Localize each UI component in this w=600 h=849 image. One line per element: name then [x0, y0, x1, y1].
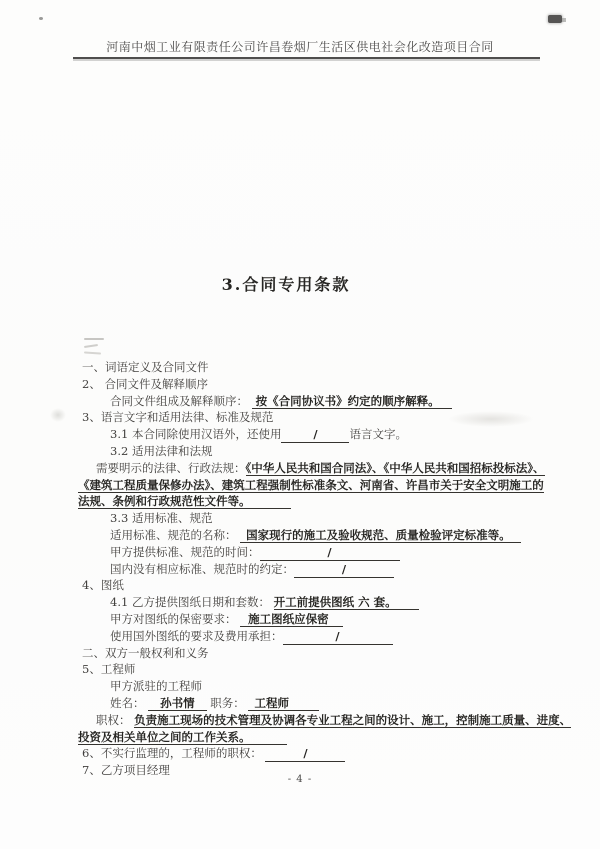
page-number: - 4 - [287, 774, 313, 785]
filled-value: 法规、条例和行政规范性文件等。 [78, 494, 291, 509]
field-label: 3、语言文字和适用法律、标准及规范 [82, 410, 274, 425]
contract-line [0, 561, 600, 578]
filled-value: 投资及相关单位之间的工作关系。 [78, 730, 287, 745]
filled-value: 国家现行的施工及验收规范、质量检验评定标准等。 [240, 528, 521, 543]
field-label: 职务： [206, 695, 249, 710]
field-label: 国内没有相应标准、规范时的约定： [110, 561, 294, 576]
filled-value: 施工图纸应保密 [240, 612, 343, 627]
scan-speck [39, 17, 43, 20]
field-label: 5、工程师 [82, 662, 136, 677]
contract-line [0, 712, 600, 729]
field-label: 姓名： [110, 695, 149, 710]
field-label: 适用标准、规范的名称： [110, 527, 241, 542]
header-divider [73, 57, 540, 59]
contract-line [0, 745, 600, 762]
contract-line [0, 359, 600, 376]
field-label: 3.1 本合同除使用汉语外，还使用 [110, 427, 282, 442]
field-label: 二、双方一般权利和义务 [82, 645, 209, 660]
contract-line [0, 409, 600, 426]
field-label: 6、不实行监理的，工程师的职权： [82, 746, 266, 761]
filled-value: 工程师 [248, 696, 319, 711]
contract-line [0, 577, 600, 594]
field-label: 甲方对图纸的保密要求： [110, 611, 241, 626]
section-title: 3.合同专用条款 [221, 275, 351, 294]
contract-line [0, 695, 600, 712]
contract-line [0, 594, 600, 611]
contract-line [0, 477, 600, 494]
blank-field: / [265, 745, 345, 762]
contract-line [0, 460, 600, 477]
blank-field: / [260, 544, 400, 561]
contract-line [0, 645, 600, 662]
blank-field: / [281, 426, 349, 443]
contract-line [0, 678, 600, 695]
contract-line [0, 628, 600, 645]
field-label: 需要明示的法律、行政法规： [96, 460, 246, 475]
filled-value: 负责施工现场的技术管理及协调各专业工程之间的设计、施工，控制施工质量、进度、 [134, 712, 572, 727]
contract-line [0, 393, 600, 410]
field-label: 3.3 适用标准、规范 [110, 511, 213, 526]
filled-value: 开工前提供图纸 六 套。 [274, 595, 419, 610]
contract-line [0, 661, 600, 678]
field-label: 甲方提供标准、规范的时间： [110, 544, 260, 559]
filled-value: 《建筑工程质量保修办法》、建筑工程强制性标准条文、河南省、许昌市关于安全文明施工的 [78, 477, 544, 492]
contract-line [0, 443, 600, 460]
contract-body [0, 359, 600, 779]
contract-line [0, 493, 600, 510]
contract-line [0, 544, 600, 561]
scan-mark [548, 15, 562, 23]
field-label: 职权： [96, 712, 135, 727]
contract-line [0, 729, 600, 746]
filled-value: 《中华人民共和国合同法》、《中华人民共和国招标投标法》、 [245, 460, 545, 475]
field-label: 语言文字。 [349, 427, 407, 442]
contract-line [0, 611, 600, 628]
contract-line [0, 510, 600, 527]
contract-line [0, 426, 600, 443]
field-label: 合同文件组成及解释顺序： [110, 393, 252, 408]
contract-line [0, 376, 600, 393]
field-label: 3.2 适用法律和法规 [110, 443, 213, 458]
field-label: 2、 合同文件及解释顺序 [82, 376, 208, 391]
blank-field: / [283, 628, 393, 645]
filled-value: 按《合同协议书》约定的顺序解释。 [252, 394, 452, 409]
filled-value: 孙书情 [148, 696, 207, 711]
field-label: 4、图纸 [82, 578, 124, 593]
document-header-title: 河南中烟工业有限责任公司许昌卷烟厂生活区供电社会化改造项目合同 [106, 40, 494, 54]
field-label: 一、词语定义及合同文件 [82, 360, 209, 374]
field-label: 7、乙方项目经理 [82, 763, 170, 778]
field-label: 甲方派驻的工程师 [110, 679, 202, 694]
field-label: 使用国外图纸的要求及费用承担： [110, 628, 283, 643]
contract-line [0, 527, 600, 544]
blank-field: / [294, 561, 394, 578]
field-label: 4.1 乙方提供图纸日期和套数： [110, 595, 274, 610]
